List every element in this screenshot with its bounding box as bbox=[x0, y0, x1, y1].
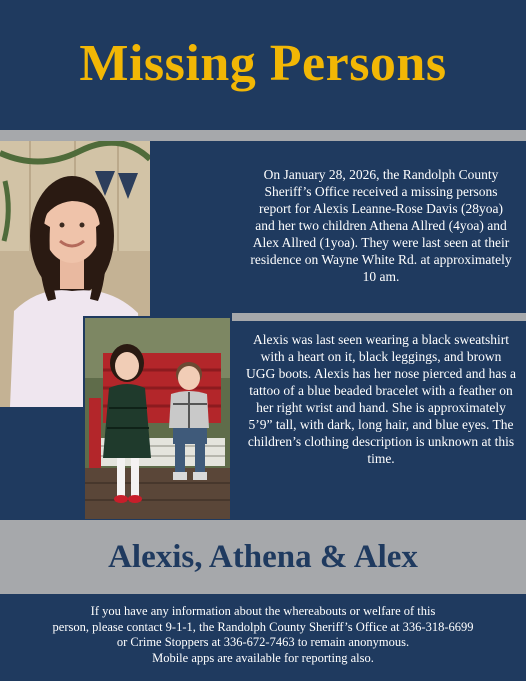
contact-footer bbox=[0, 604, 526, 666]
missing-names: Alexis, Athena & Alex bbox=[108, 539, 418, 575]
footer-line: person, please contact 9-1-1, the Randolph County Sheriff’s Office at 336-318-6699 bbox=[52, 619, 474, 634]
footer-line: If you have any information about the whereabouts or welfare of this bbox=[90, 604, 436, 618]
report-paragraph: On January 28, 2026, the Randolph County Sheriff’s Office received a missing persons report for Alexis Leanne-Rose Davis (28yoa) and her two children Athena Allred (4yoa) and Alex Allred (1yoa). They were last seen at their residence on Wayne White Rd. at approximately 10 am. bbox=[250, 167, 512, 284]
footer-line: Mobile apps are available for reporting also. bbox=[152, 650, 374, 665]
middle-divider-band bbox=[232, 313, 526, 321]
description-paragraph: Alexis was last seen wearing a black sweatshirt with a heart on it, black leggings, and brown UGG boots. Alexis has her nose pierced and has a tattoo of a blue beaded bracelet with a feather on her right wrist and hand. She is approximately 5’9” tall, with dark, long hair, and blue eyes. The children’s clothing description is unknown at this time. bbox=[246, 332, 516, 466]
photo-athena-and-alex bbox=[83, 316, 232, 521]
top-divider-band bbox=[0, 130, 526, 141]
footer-line: or Crime Stoppers at 336-672-7463 to remain anonymous. bbox=[116, 635, 410, 649]
photo-children-illustration bbox=[85, 318, 230, 519]
poster-title: Missing Persons bbox=[79, 35, 447, 92]
